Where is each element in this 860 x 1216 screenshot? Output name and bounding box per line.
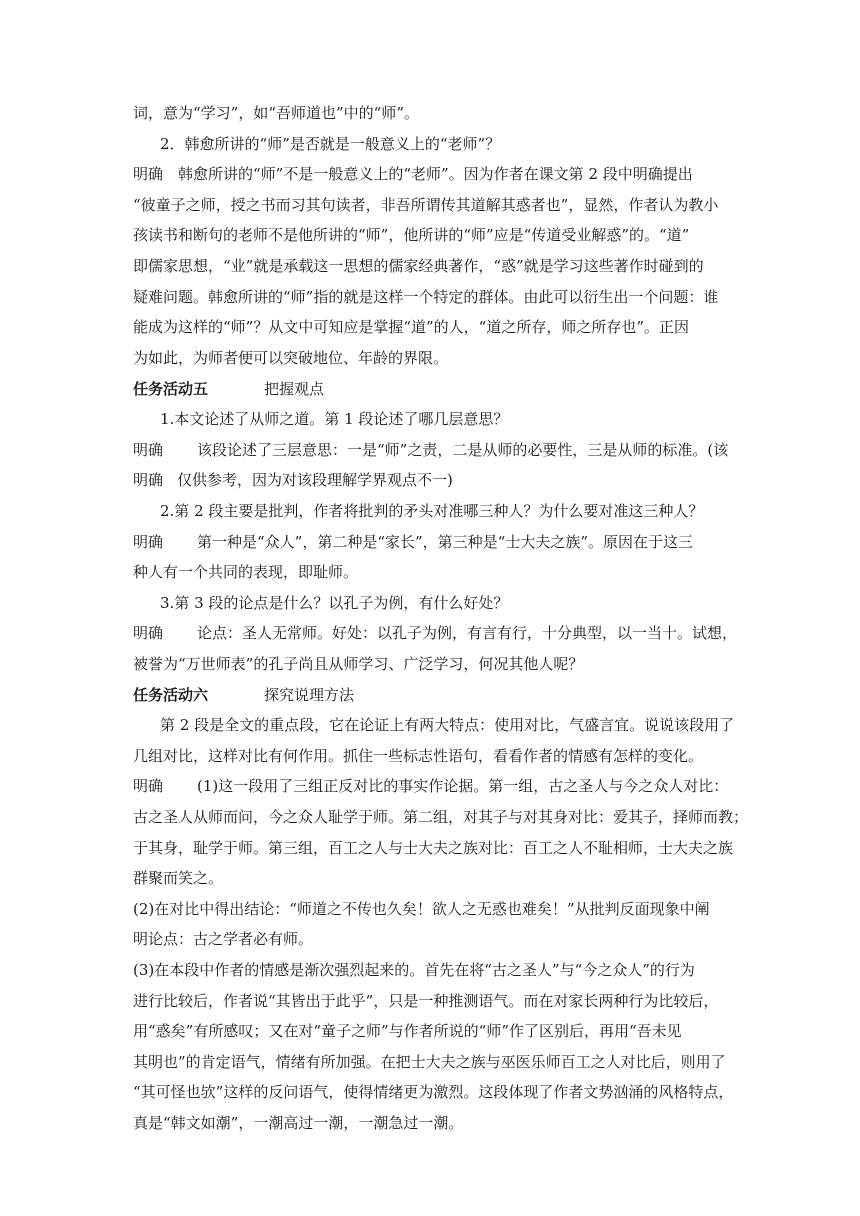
question-line: 3.第 3 段的论点是什么？以孔子为例，有什么好处？ xyxy=(160,594,509,612)
text-line: 用“惑矣”有所感叹；又在对“童子之师”与作者所说的“师”作了区别后，再用“吾未见 xyxy=(133,1022,682,1040)
text-line: (2)在对比中得出结论：“师道之不传也久矣！欲人之无惑也难矣！”从批判反面现象中阐 xyxy=(133,900,710,918)
text-line: 第 2 段是全文的重点段，它在论证上有两大特点：使用对比，气盛言宜。说说该段用了 xyxy=(160,716,735,734)
text-line: 即儒家思想，“业”就是承载这一思想的儒家经典著作，“惑”就是学习这些著作时碰到的 xyxy=(133,257,704,275)
text-line: 为如此，为师者便可以突破地位、年龄的界限。 xyxy=(133,349,449,367)
text-line: “其可怪也欤”这样的反问语气，使得情绪更为激烈。这段体现了作者文势汹涌的风格特点， xyxy=(133,1083,734,1101)
answer-line xyxy=(133,623,738,643)
text-line: 古之圣人从师而问，今之众人耻学于师。第二组，对其子与对其身对比：爱其子，择师而教； xyxy=(133,808,749,826)
section-heading xyxy=(133,685,733,705)
answer-label: 明确 xyxy=(133,471,164,489)
answer-label: 明确 xyxy=(133,624,164,642)
answer-line xyxy=(133,440,733,460)
answer-text: 该段论述了三层意思：一是“师”之责，二是从师的必要性，三是从师的标准。(该 xyxy=(197,441,729,459)
text-line: 几组对比，这样对比有何作用。抓住一些标志性语句，看看作者的情感有怎样的变化。 xyxy=(133,747,704,765)
answer-line: 明确 韩愈所讲的“师”不是一般意义上的“老师”。因为作者在课文第 2 段中明确提出 xyxy=(133,165,693,183)
answer-text: 第一种是“众人”，第二种是“家长”，第三种是“士大夫之族”。原因在于这三 xyxy=(197,533,694,551)
answer-line xyxy=(133,776,733,796)
heading-title: 任务活动五 xyxy=(133,380,209,398)
text-line: “彼童子之师，授之书而习其句读者，非吾所谓传其道解其惑者也”，显然，作者认为教小 xyxy=(133,196,719,214)
answer-line xyxy=(133,532,733,552)
text-line: 明论点：古之学者必有师。 xyxy=(133,930,314,948)
answer-label: 明确 xyxy=(133,533,164,551)
question-line: 2．韩愈所讲的“师”是否就是一般意义上的“老师”？ xyxy=(160,135,501,153)
heading-subtitle: 探究说理方法 xyxy=(264,686,355,704)
answer-text: 仅供参考，因为对该段理解学界观点不一) xyxy=(177,471,453,489)
text-line: (3)在本段中作者的情感是渐次强烈起来的。首先在将“古之圣人”与“今之众人”的行为 xyxy=(133,961,695,979)
text-line: 其明也”的肯定语气，情绪有所加强。在把士大夫之族与巫医乐师百工之人对比后，则用了 xyxy=(133,1053,726,1071)
text-line: 能成为这样的“师”？从文中可知应是掌握“道”的人，“道之所存，师之所存也”。正因 xyxy=(133,318,690,336)
text-line: 词，意为“学习”，如“吾师道也”中的“师”。 xyxy=(133,104,420,122)
answer-label: 明确 xyxy=(133,777,164,795)
text-line: 种人有一个共同的表现，即耻师。 xyxy=(133,563,359,581)
answer-label: 明确 xyxy=(133,441,164,459)
text-line: 被誉为“万世师表”的孔子尚且从师学习、广泛学习，何况其他人呢？ xyxy=(133,655,584,673)
answer-text: (1)这一段用了三组正反对比的事实作论据。第一组，古之圣人与今之众人对比： xyxy=(197,777,729,795)
answer-text: 论点：圣人无常师。好处：以孔子为例，有言有行，十分典型，以一当十。试想， xyxy=(197,624,738,642)
text-line: 疑难问题。韩愈所讲的“师”指的就是这样一个特定的群体。由此可以衍生出一个问题：谁 xyxy=(133,288,719,306)
text-line: 群聚而笑之。 xyxy=(133,869,224,887)
question-line: 2.第 2 段主要是批判，作者将批判的矛头对准哪三种人？为什么要对准这三种人？ xyxy=(160,502,704,520)
text-line: 进行比较后，作者说“其皆出于此乎”，只是一种推测语气。而在对家长两种行为比较后， xyxy=(133,992,719,1010)
text-line: 于其身，耻学于师。第三组，百工之人与士大夫之族对比：百工之人不耻相师，士大夫之族 xyxy=(133,839,734,857)
heading-title: 任务活动六 xyxy=(133,686,209,704)
section-heading xyxy=(133,379,733,399)
answer-line xyxy=(133,470,733,490)
question-line: 1.本文论述了从师之道。第 1 段论述了哪几层意思？ xyxy=(160,410,509,428)
heading-subtitle: 把握观点 xyxy=(264,380,325,398)
text-line: 真是“韩文如潮”，一潮高过一潮，一潮急过一潮。 xyxy=(133,1114,464,1132)
text-line: 孩读书和断句的老师不是他所讲的“师”，他所讲的“师”应是“传道受业解惑”的。“道” xyxy=(133,226,690,244)
